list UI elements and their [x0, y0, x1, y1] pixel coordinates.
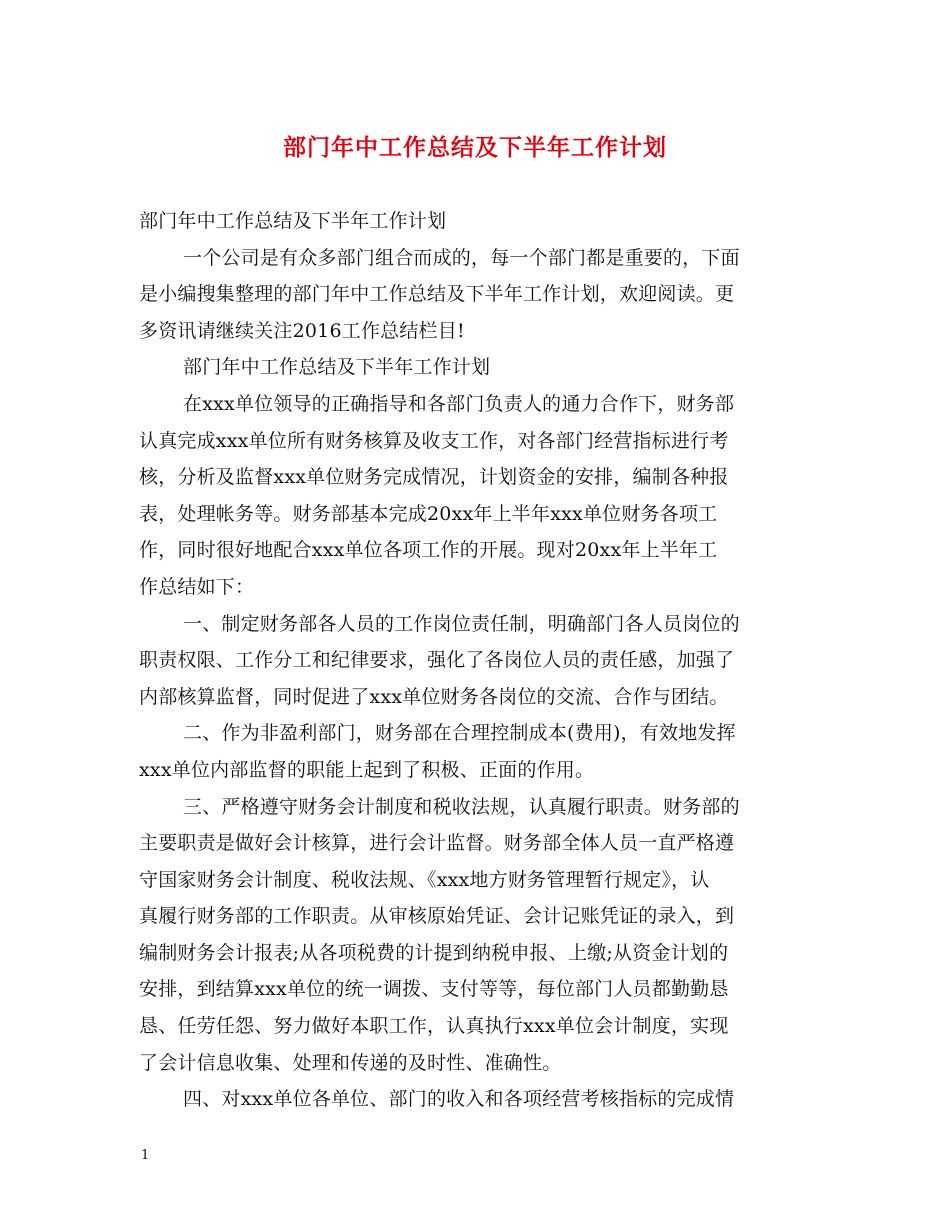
text-line: 在xxx单位领导的正确指导和各部门负责人的通力合作下，财务部: [183, 392, 735, 415]
text-line: 部门年中工作总结及下半年工作计划: [139, 210, 447, 232]
text-line: 表，处理帐务等。财务部基本完成20xx年上半年xxx单位财务各项工: [139, 502, 718, 525]
text-line: 部门年中工作总结及下半年工作计划: [183, 356, 491, 379]
text-line: 职责权限、工作分工和纪律要求，强化了各岗位人员的责任感，加强了: [139, 649, 735, 672]
text-line: 四、对xxx单位各单位、部门的收入和各项经营考核指标的完成情: [183, 1088, 735, 1111]
text-line: 二、作为非盈利部门，财务部在合理控制成本(费用)，有效地发挥: [183, 722, 736, 745]
text-line: 安排，到结算xxx单位的统一调拨、支付等等，每位部门人员都勤勤恳: [139, 978, 729, 1001]
text-line: 认真完成xxx单位所有财务核算及收支工作，对各部门经营指标进行考: [139, 429, 729, 452]
text-line: 是小编搜集整理的部门年中工作总结及下半年工作计划，欢迎阅读。更: [139, 283, 735, 306]
text-line: 编制财务会计报表;从各项税费的计提到纳税申报、上缴;从资金计划的: [139, 941, 729, 964]
text-line: 真履行财务部的工作职责。从审核原始凭证、会计记账凭证的录入，到: [139, 905, 735, 928]
text-line: 内部核算监督，同时促进了xxx单位财务各岗位的交流、合作与团结。: [139, 685, 729, 708]
text-line: 核，分析及监督xxx单位财务完成情况，计划资金的安排，编制各种报: [139, 466, 729, 489]
document-body: [139, 203, 819, 1118]
text-line: 作总结如下：: [139, 575, 255, 598]
page-number: 1: [141, 1148, 150, 1163]
text-line: 守国家财务会计制度、税收法规、《xxx地方财务管理暂行规定》，认: [139, 868, 710, 891]
text-line: 三、严格遵守财务会计制度和税收法规，认真履行职责。财务部的: [183, 795, 740, 818]
document-title: 部门年中工作总结及下半年工作计划: [283, 134, 667, 161]
text-line: 作，同时很好地配合xxx单位各项工作的开展。现对20xx年上半年工: [139, 539, 718, 562]
text-line: 了会计信息收集、处理和传递的及时性、准确性。: [139, 1051, 562, 1074]
text-line: 主要职责是做好会计核算，进行会计监督。财务部全体人员一直严格遵: [139, 832, 735, 855]
text-line: 多资讯请继续关注2016工作总结栏目!: [139, 319, 465, 342]
text-line: 恳、任劳任怨、努力做好本职工作，认真执行xxx单位会计制度，实现: [139, 1015, 729, 1038]
text-line: 一个公司是有众多部门组合而成的，每一个部门都是重要的，下面: [183, 246, 740, 269]
text-line: 一、制定财务部各人员的工作岗位责任制，明确部门各人员岗位的: [183, 612, 740, 635]
text-line: xxx单位内部监督的职能上起到了积极、正面的作用。: [139, 758, 595, 781]
